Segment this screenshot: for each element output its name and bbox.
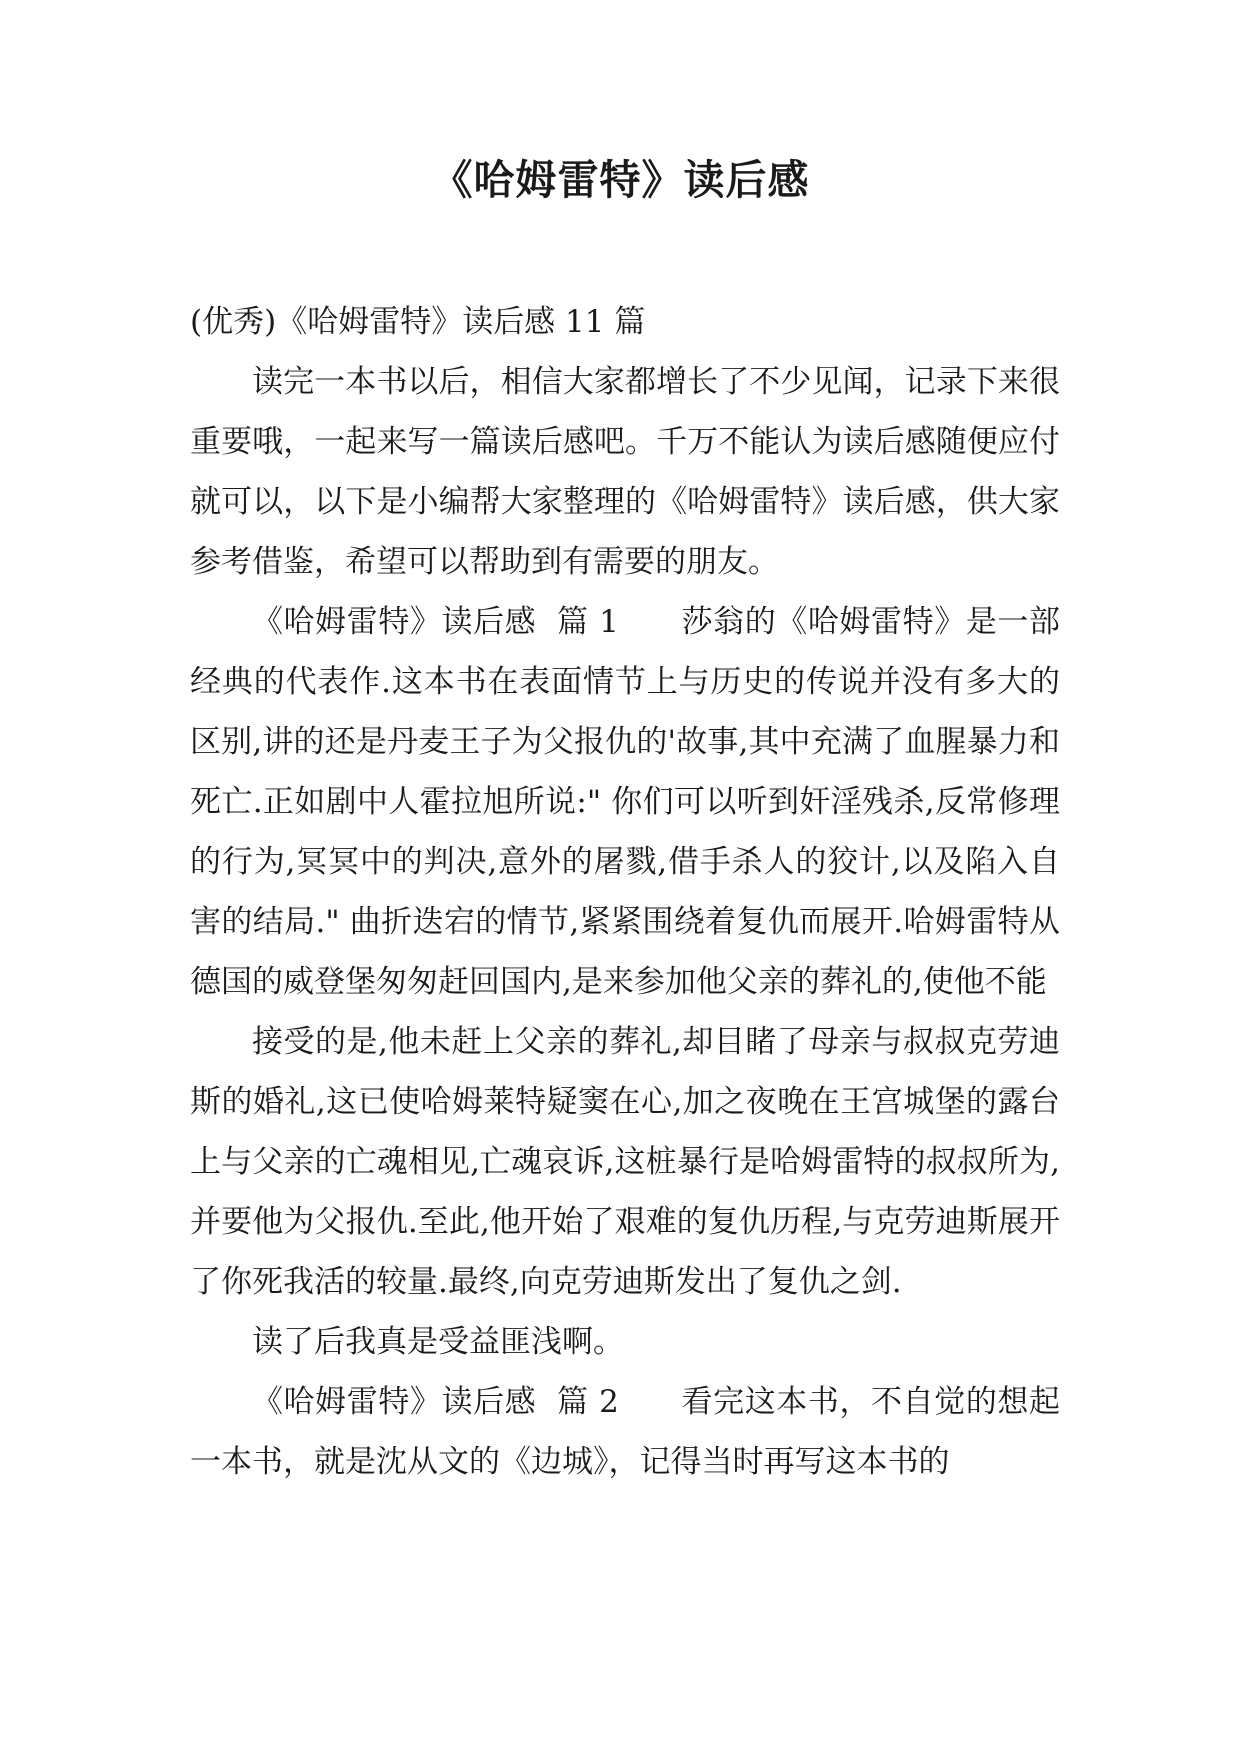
section-1-paragraph-3: 读了后我真是受益匪浅啊。 [252, 1324, 624, 1360]
section-1-paragraph-1 [190, 592, 1060, 1012]
intro-paragraph: 读完一本书以后，相信大家都增长了不少见闻，记录下来很重要哦，一起来写一篇读后感吧。千万不能认为读后感随便应付就可以，以下是小编帮大家整理的《哈姆雷特》读后感，供大家参考借鉴，希望可以帮助到有需要的朋友。 [190, 364, 1060, 580]
document-subtitle: (优秀)《哈姆雷特》读后感 11 篇 [190, 304, 646, 340]
section-1-text: 莎翁的《哈姆雷特》是一部经典的代表作.这本书在表面情节上与历史的传说并没有多大的区别,讲的还是丹麦王子为父报仇的'故事,其中充满了血腥暴力和死亡.正如剧中人霍拉旭所说:" 你们可以听到奸淫残杀,反常修理的行为,冥冥中的判决,意外的屠戮,借手杀人的狡计,以及陷入自害的结局." 曲折迭宕的情节,紧紧围绕着复仇而展开.哈姆雷特从德国的威登堡匆匆赶回国内,是来参加他父亲的葬礼的,使他不能 [190, 604, 1060, 1000]
document-body [190, 292, 1060, 1492]
section-2-text: 看完这本书，不自觉的想起一本书，就是沈从文的《边城》，记得当时再写这本书的 [190, 1384, 1060, 1480]
document-title: 《哈姆雷特》读后感 [431, 156, 810, 204]
section-2-paragraph-1 [190, 1372, 1060, 1492]
section-1-heading: 《哈姆雷特》读后感 篇 1 [252, 604, 619, 640]
section-2-heading: 《哈姆雷特》读后感 篇 2 [252, 1384, 619, 1420]
section-1-paragraph-2: 接受的是,他未赶上父亲的葬礼,却目睹了母亲与叔叔克劳迪斯的婚礼,这已使哈姆莱特疑窦在心,加之夜晚在王宫城堡的露台上与父亲的亡魂相见,亡魂哀诉,这桩暴行是哈姆雷特的叔叔所为,并要他为父报仇.至此,他开始了艰难的复仇历程,与克劳迪斯展开了你死我活的较量.最终,向克劳迪斯发出了复仇之剑. [190, 1024, 1060, 1300]
